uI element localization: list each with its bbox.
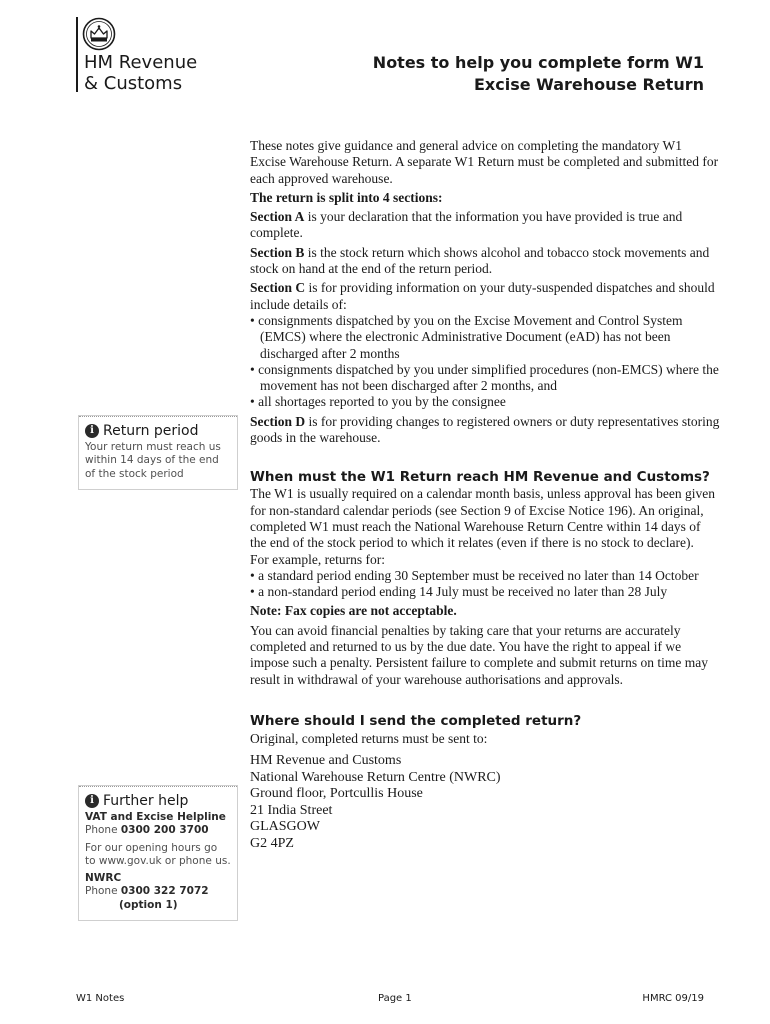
fax-note [250,603,720,619]
nwrc-option: (option 1) [119,898,178,911]
list-item: • a standard period ending 30 September must be received no later than 14 October [250,568,720,584]
list-item: • a non-standard period ending 14 July must be received no later than 28 July [250,584,720,600]
when-paragraph: The W1 is usually required on a calendar month basis, unless approval has been given for non-standard calendar periods (see Section 9 of Excise Notice 196). An original, completed W1 must reach the National Warehouse Return Centre within 14 days of the end of the stock period to which it relates (even if there is no stock to declare). [250,486,715,551]
section-d-label: Section D [250,413,306,429]
further-help-body [85,811,231,912]
where-heading: Where should I send the completed return? [250,712,582,729]
address-line: Ground floor, Portcullis House [250,786,423,802]
logo-rule [76,17,78,92]
section-c-list [250,313,720,411]
footer-version: HMRC 09/19 [642,993,704,1004]
section-d-text [250,414,720,447]
address-line: 21 India Street [250,802,333,818]
section-a-label: Section A [250,209,305,225]
intro-paragraph: These notes give guidance and general advice on completing the mandatory W1 Excise Warehouse Return. A separate W1 Return must be completed and submitted for each approved warehouse. [250,138,719,186]
royal-crest-icon [82,17,116,51]
sections-intro [250,190,720,206]
nwrc-phone-row [85,885,231,898]
section-c-body: is for providing information on your duty-suspended dispatches and should include details of: [250,280,715,312]
info-icon: i [85,794,99,808]
return-period-heading [85,423,237,439]
fax-note-text: Note: Fax copies are not acceptable. [250,603,457,619]
further-help-title: Further help [103,793,189,809]
section-b-text [250,245,720,278]
penalties-paragraph: You can avoid financial penalties by taking care that your returns are accurately completed and returned to us by the due date. You have the right to appeal if we impose such a penalty. Persistent failure to complete and submit returns on time may result in withdrawal of your warehouse authorisations and approvals. [250,622,709,687]
when-example-intro: For example, returns for: [250,551,385,567]
address-line: National Warehouse Return Centre (NWRC) [250,769,501,785]
section-c-text [250,280,720,313]
phone-label: Phone [85,885,121,898]
address-line: HM Revenue and Customs [250,753,402,769]
main-content [250,138,720,852]
title-line-1: Notes to help you complete form W1 [372,53,704,72]
section-b-body: is the stock return which shows alcohol and tobacco stock movements and stock on hand at the end of the return period. [250,244,710,277]
box-top-dotted-rule [79,786,237,787]
nwrc-phone: 0300 322 7072 [120,885,209,898]
section-c-label: Section C [250,280,306,296]
section-a-body: is your declaration that the information you have provided is true and complete. [250,209,683,241]
phone-label: Phone [85,824,121,837]
address-line: GLASGOW [250,819,320,835]
further-help-box [78,785,238,921]
logo-line-1: HM Revenue [84,52,198,73]
title-line-2: Excise Warehouse Return [474,75,704,94]
when-heading: When must the W1 Return reach HM Revenue and Customs? [250,469,710,486]
return-period-title: Return period [103,423,199,439]
nwrc-address [250,753,720,852]
footer-page-number: Page 1 [378,993,412,1004]
list-item: • consignments dispatched by you under simplified procedures (non-EMCS) where the movement has not been discharged after 2 months, and [250,362,720,395]
section-a-text [250,209,720,242]
address-line: G2 4PZ [250,835,294,851]
list-item: • consignments dispatched by you on the Excise Movement and Control System (EMCS) where the electronic Administrative Document (eAD) has not been discharged after 2 months [250,313,720,362]
opening-hours-text: For our opening hours go to www.gov.uk or phone us. [85,841,231,867]
list-item: • all shortages reported to you by the consignee [250,394,720,410]
where-paragraph: Original, completed returns must be sent to: [250,730,488,746]
return-period-text: Your return must reach us within 14 days of the end of the stock period [85,441,221,480]
info-icon: i [85,424,99,438]
section-d-body: is for providing changes to registered owners or duty representatives storing goods in the warehouse. [250,413,720,446]
box-top-dotted-rule [79,416,237,417]
logo-line-2: & Customs [84,73,183,94]
page-title [373,52,704,96]
when-example-list [250,568,720,601]
return-period-box [78,415,238,490]
helpline-phone-row [85,824,231,837]
section-b-label: Section B [250,244,305,260]
sections-intro-text: The return is split into 4 sections: [250,189,443,205]
helpline-title: VAT and Excise Helpline [85,811,226,823]
hmrc-logo [84,52,197,94]
nwrc-label: NWRC [85,872,122,885]
further-help-heading [85,793,237,809]
helpline-phone: 0300 200 3700 [120,824,209,837]
footer-doc-name: W1 Notes [76,993,125,1004]
